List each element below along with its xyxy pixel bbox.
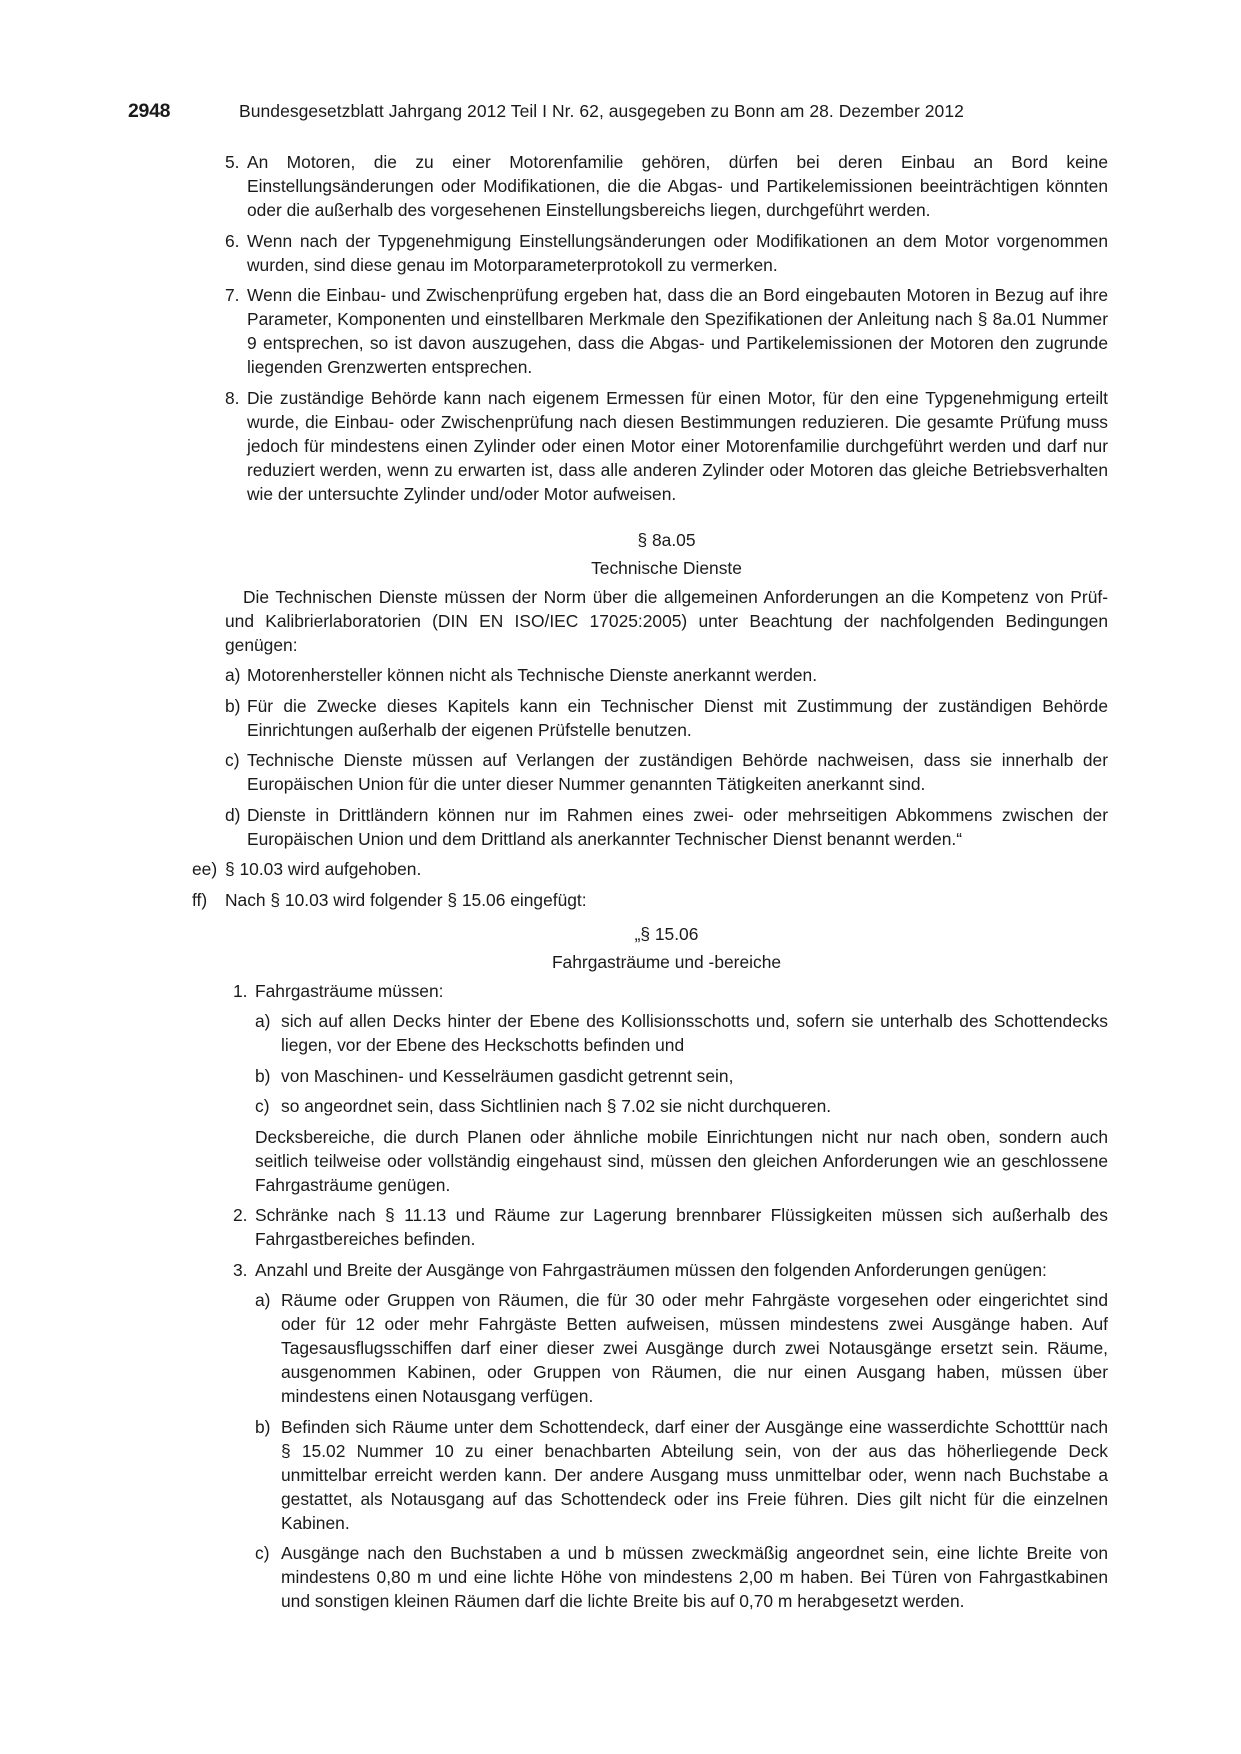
item-text: Die zuständige Behörde kann nach eigenem Ermessen für einen Motor, für den eine Typgenehmigung erteilt wurde, die Einbau- oder Zwischenprüfung nach diesen Bestimmungen reduzieren. Die gesamte Prüfung muss jedoch für mindestens einen Zylinder oder einen Motor einer Motorenfamilie durchgeführt werden und darf nur reduziert werden, wenn zu erwarten ist, dass alle anderen Zylinder oder Motoren das gleiche Betriebsverhalten wie der untersuchte Zylinder und/oder Motor aufweisen. xyxy=(247,387,1108,504)
item1-closing-text: Decksbereiche, die durch Planen oder ähnliche mobile Einrichtungen nicht nur nach oben, sondern auch seitlich teilweise oder vollständig eingehaust sind, müssen den gleichen Anforderungen wie an geschlossene Fahrgasträume genügen. xyxy=(255,1126,1108,1195)
section-title-8a05: Technische Dienste xyxy=(591,557,742,578)
paragraph-item-1 xyxy=(233,979,1108,1003)
subitem-3a xyxy=(255,1288,1108,1408)
subitem-3b xyxy=(255,1415,1108,1535)
item-label: 6. xyxy=(225,230,240,251)
item-label: 1. xyxy=(233,980,248,1001)
item-label: 3. xyxy=(233,1259,248,1280)
item-label: a) xyxy=(225,665,241,685)
item-text: Räume oder Gruppen von Räumen, die für 30 oder mehr Fahrgäste vorgesehen oder eingerichtet sind oder für 12 oder mehr Fahrgäste Betten aufweisen, müssen mindestens zwei Ausgänge haben. Auf Tagesausflugsschiffen darf einer dieser zwei Ausgänge durch zwei Notausgänge ersetzt sein. Räume, ausgenommen Kabinen, oder Gruppen von Räumen, die nur einen Ausgang haben, müssen über mindestens einen Notausgang verfügen. xyxy=(281,1290,1108,1406)
numbered-item-7 xyxy=(225,283,1108,379)
page-number: 2948 xyxy=(128,100,171,122)
list-item-b xyxy=(225,694,1108,742)
list-item-c xyxy=(225,748,1108,796)
item-text: sich auf allen Decks hinter der Ebene des Kollisionsschotts und, sofern sie unterhalb des Schottendecks liegen, vor der Ebene des Heckschotts befinden und xyxy=(281,1011,1108,1055)
item-label: a) xyxy=(255,1290,271,1310)
item-label: ff) xyxy=(192,889,208,910)
item-text: Dienste in Drittländern können nur im Rahmen eines zwei- oder mehrseitigen Abkommens zwischen der Europäischen Union und dem Drittland als anerkannter Technischer Dienst benannt werden.“ xyxy=(247,804,1108,849)
item-text: Ausgänge nach den Buchstaben a und b müssen zweckmäßig angeordnet sein, eine lichte Breite von mindestens 0,80 m und eine lichte Höhe von mindestens 2,00 m haben. Bei Türen von Fahrgastkabinen und sonstigen kleinen Räumen darf die lichte Breite bis auf 0,70 m herabgesetzt werden. xyxy=(281,1543,1108,1611)
item-text: Technische Dienste müssen auf Verlangen der zuständigen Behörde nachweisen, dass sie innerhalb der Europäischen Union für die unter dieser Nummer genannten Tätigkeiten anerkannt sind. xyxy=(247,750,1108,794)
item-text: Wenn die Einbau- und Zwischenprüfung ergeben hat, dass die an Bord eingebauten Motoren in Bezug auf ihre Parameter, Komponenten und einstellbaren Merkmale den Spezifikationen der Anleitung nach § 8a.01 Nummer 9 entsprechen, so ist davon auszugehen, dass die Abgas- und Partikelemissionen der Motoren den zugrunde liegenden Grenzwerten entsprechen. xyxy=(247,285,1108,377)
item-label: 7. xyxy=(225,285,240,305)
section-title-1506: Fahrgasträume und -bereiche xyxy=(551,951,782,972)
item-text: von Maschinen- und Kesselräumen gasdicht getrennt sein, xyxy=(281,1065,734,1086)
item-text: Motorenhersteller können nicht als Technische Dienste anerkannt werden. xyxy=(247,665,818,685)
list-item-a xyxy=(225,663,1108,687)
item-text: § 10.03 wird aufgehoben. xyxy=(225,859,422,879)
item-text: Für die Zwecke dieses Kapitels kann ein Technischer Dienst mit Zustimmung der zuständigen Behörde Einrichtungen außerhalb der eigenen Prüfstelle benutzen. xyxy=(247,695,1108,740)
paragraph-item-2 xyxy=(233,1203,1108,1251)
page-header xyxy=(128,100,1118,126)
item-label: c) xyxy=(255,1543,270,1563)
item-label: ee) xyxy=(192,859,218,879)
document-body xyxy=(192,150,1108,1613)
subitem-3c xyxy=(255,1541,1108,1613)
item-label: 8. xyxy=(225,387,240,408)
amendment-ff xyxy=(192,888,1108,912)
list-item-d xyxy=(225,803,1108,851)
numbered-item-5 xyxy=(225,150,1108,222)
paragraph-item-3 xyxy=(233,1258,1108,1282)
subitem-1b xyxy=(255,1064,1108,1088)
item-text: so angeordnet sein, dass Sichtlinien nach § 7.02 sie nicht durchqueren. xyxy=(281,1096,832,1116)
item-text: Befinden sich Räume unter dem Schottendeck, darf einer der Ausgänge eine wasserdichte Schotttür nach § 15.02 Nummer 10 zu einer benachbarten Abteilung sein, von der aus das höherliegende Deck unmittelbar erreicht werden kann. Der andere Ausgang muss unmittelbar oder, wenn nach Buchstabe a gestattet, als Notausgang auf das Schottendeck oder ins Freie führen. Dies gilt nicht für die einzelnen Kabinen. xyxy=(281,1416,1108,1533)
item-label: 5. xyxy=(225,152,240,172)
item-label: 2. xyxy=(233,1205,248,1225)
section-number-8a05: § 8a.05 xyxy=(637,529,696,550)
item-label: d) xyxy=(225,804,241,825)
item-label: c) xyxy=(225,750,240,770)
subitem-1a xyxy=(255,1009,1108,1057)
numbered-item-6 xyxy=(225,229,1108,277)
item-label: b) xyxy=(255,1416,271,1437)
item-label: c) xyxy=(255,1096,270,1116)
amendment-ee xyxy=(192,857,1108,881)
item-label: b) xyxy=(225,695,241,716)
item-label: a) xyxy=(255,1011,271,1031)
section-number-1506: „§ 15.06 xyxy=(634,923,699,944)
item-text: Schränke nach § 11.13 und Räume zur Lagerung brennbarer Flüssigkeiten müssen sich außerhalb des Fahrgastbereiches befinden. xyxy=(255,1205,1108,1249)
item-text: Nach § 10.03 wird folgender § 15.06 eingefügt: xyxy=(225,889,587,910)
gazette-title: Bundesgesetzblatt Jahrgang 2012 Teil I Nr. 62, ausgegeben zu Bonn am 28. Dezember 2012 xyxy=(239,101,964,121)
item-text: Fahrgasträume müssen: xyxy=(255,980,444,1001)
item-label: b) xyxy=(255,1065,271,1086)
numbered-item-8 xyxy=(225,386,1108,506)
item-text: Wenn nach der Typgenehmigung Einstellungsänderungen oder Modifikationen an dem Motor vorgenommen wurden, sind diese genau im Motorparameterprotokoll zu vermerken. xyxy=(247,230,1108,275)
subitem-1c xyxy=(255,1094,1108,1118)
item-text: An Motoren, die zu einer Motorenfamilie gehören, dürfen bei deren Einbau an Bord keine Einstellungsänderungen oder Modifikationen, die die Abgas- und Partikelemissionen beeinträchtigen könnten oder die außerhalb des vorgesehenen Einstellungsbereichs liegen, durchgeführt werden. xyxy=(247,152,1108,220)
item-text: Anzahl und Breite der Ausgänge von Fahrgasträumen müssen den folgenden Anforderungen genügen: xyxy=(255,1259,1047,1280)
section-intro: Die Technischen Dienste müssen der Norm über die allgemeinen Anforderungen an die Kompetenz von Prüf- und Kalibrierlaboratorien (DIN EN ISO/IEC 17025:2005) unter Beachtung der nachfolgenden Bedingungen genügen: xyxy=(225,586,1108,655)
